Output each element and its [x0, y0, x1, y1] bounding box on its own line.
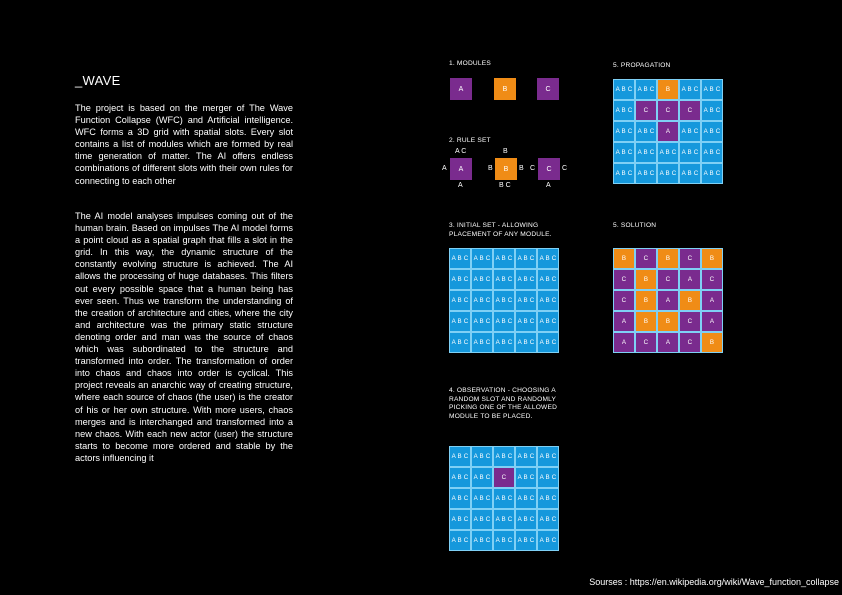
grid-cell: A B C — [471, 248, 493, 269]
grid-cell: A B C — [515, 269, 537, 290]
grid-cell: C — [493, 467, 515, 488]
rule-b-right: B — [519, 165, 524, 172]
grid-cell: A B C — [471, 488, 493, 509]
grid-cell: A B C — [635, 142, 657, 163]
grid-cell: A B C — [493, 488, 515, 509]
grid-cell: A B C — [515, 530, 537, 551]
grid-cell: A B C — [449, 530, 471, 551]
grid-cell: A B C — [657, 142, 679, 163]
grid-cell: A B C — [537, 509, 559, 530]
grid-cell: B — [635, 311, 657, 332]
grid-cell: A B C — [471, 269, 493, 290]
grid-cell: A B C — [701, 142, 723, 163]
module-a: A — [450, 78, 472, 100]
propagation-grid — [613, 79, 723, 184]
grid-cell: A B C — [471, 290, 493, 311]
grid-cell: C — [635, 248, 657, 269]
rule-b-top: B — [503, 148, 508, 155]
grid-cell: A B C — [613, 142, 635, 163]
grid-cell: C — [613, 290, 635, 311]
rule-c-module: C — [538, 158, 560, 180]
grid-cell: A B C — [471, 446, 493, 467]
grid-cell: A B C — [449, 446, 471, 467]
grid-cell: A B C — [613, 163, 635, 184]
grid-cell: A B C — [471, 530, 493, 551]
rule-a-left: A — [442, 165, 447, 172]
grid-cell: A B C — [515, 248, 537, 269]
grid-cell: C — [635, 332, 657, 353]
grid-cell: A B C — [449, 332, 471, 353]
grid-cell: A B C — [679, 163, 701, 184]
solution-label: 5. SOLUTION — [613, 222, 657, 229]
grid-cell: A B C — [449, 488, 471, 509]
grid-cell: A B C — [449, 311, 471, 332]
grid-cell: B — [657, 79, 679, 100]
grid-cell: A — [657, 290, 679, 311]
grid-cell: A B C — [537, 530, 559, 551]
initial-set-label: 3. INITIAL SET - ALLOWING PLACEMENT OF ANY MODULE. — [449, 222, 552, 238]
grid-cell: A B C — [493, 290, 515, 311]
grid-cell: A B C — [613, 121, 635, 142]
modules-label: 1. MODULES — [449, 60, 491, 67]
grid-cell: C — [635, 100, 657, 121]
grid-cell: A B C — [537, 311, 559, 332]
grid-cell: A B C — [493, 248, 515, 269]
grid-cell: A B C — [515, 488, 537, 509]
grid-cell: A B C — [449, 290, 471, 311]
grid-cell: A B C — [613, 79, 635, 100]
rule-b-bottom: B C — [499, 182, 511, 189]
grid-cell: A B C — [515, 467, 537, 488]
grid-cell: A — [701, 290, 723, 311]
grid-cell: A B C — [635, 121, 657, 142]
grid-cell: A B C — [679, 79, 701, 100]
grid-cell: B — [701, 248, 723, 269]
rule-c-left: C — [530, 165, 536, 172]
grid-cell: A B C — [471, 467, 493, 488]
grid-cell: A B C — [515, 332, 537, 353]
initial-grid — [449, 248, 559, 353]
grid-cell: A B C — [515, 446, 537, 467]
grid-cell: A — [701, 311, 723, 332]
grid-cell: B — [635, 269, 657, 290]
rule-b-module: B — [495, 158, 517, 180]
grid-cell: B — [613, 248, 635, 269]
rule-b-left: B — [488, 165, 493, 172]
rule-a-bottom: A — [458, 182, 463, 189]
grid-cell: A — [679, 269, 701, 290]
grid-cell: A B C — [493, 269, 515, 290]
grid-cell: B — [679, 290, 701, 311]
intro-paragraph: The project is based on the merger of The Wave Function Collapse (WFC) and Artificial intelligence. WFC forms a 3D grid with spatial slots. Every slot contains a list of modules which are formed by real time generation of matter. The AI offers endless combinations of different slots with their own rules for connecting to each other — [75, 103, 293, 186]
grid-cell: A B C — [493, 446, 515, 467]
grid-cell: A B C — [471, 509, 493, 530]
grid-cell: A B C — [537, 446, 559, 467]
grid-cell: C — [679, 100, 701, 121]
grid-cell: C — [679, 248, 701, 269]
module-c: C — [537, 78, 559, 100]
grid-cell: A B C — [635, 163, 657, 184]
ai-paragraph: The AI model analyses impulses coming out of the human brain. Based on impulses The AI model forms a point cloud as a spatial graph that fills a slot in the grid. In this way, the dynamic structure of the constantly evolving structure is achieved. The AI allows the processing of huge databases. This filters out every possible space that a human being has ever seen. Thus we transform the understanding of the creation of architecture and cities, where the city and architecture was the primary static structure denoting order and man was the source of chaos which was subordinated to the structure and transformed into order. The transformation of order into chaos and chaos into order is cyclical. This project reveals an anarchic way of creating structure, where each source of chaos (the user) is the creator of his or her own structure. With more users, chaos merges and is interchanged and transformed into a new chaos. With each new actor (user) the structure starts to become more ordered and stable by the actors influencing it — [75, 211, 293, 463]
grid-cell: A B C — [635, 79, 657, 100]
grid-cell: A B C — [515, 290, 537, 311]
grid-cell: A B C — [493, 311, 515, 332]
grid-cell: A B C — [537, 488, 559, 509]
page-title: _WAVE — [75, 73, 121, 88]
grid-cell: A B C — [537, 269, 559, 290]
grid-cell: A B C — [515, 509, 537, 530]
grid-cell: A B C — [515, 311, 537, 332]
grid-cell: C — [679, 311, 701, 332]
grid-cell: A B C — [701, 100, 723, 121]
grid-cell: A — [613, 311, 635, 332]
grid-cell: A B C — [537, 332, 559, 353]
grid-cell: B — [635, 290, 657, 311]
grid-cell: A B C — [613, 100, 635, 121]
grid-cell: A B C — [493, 509, 515, 530]
grid-cell: C — [679, 332, 701, 353]
grid-cell: A B C — [701, 79, 723, 100]
grid-cell: A B C — [471, 332, 493, 353]
module-b: B — [494, 78, 516, 100]
grid-cell: B — [701, 332, 723, 353]
propagation-label: 5. PROPAGATION — [613, 62, 671, 69]
grid-cell: A B C — [449, 467, 471, 488]
grid-cell: A B C — [449, 248, 471, 269]
grid-cell: A B C — [679, 121, 701, 142]
grid-cell: A — [657, 121, 679, 142]
grid-cell: B — [657, 248, 679, 269]
solution-grid — [613, 248, 723, 353]
grid-cell: A B C — [449, 509, 471, 530]
grid-cell: A B C — [537, 290, 559, 311]
grid-cell: A B C — [493, 332, 515, 353]
grid-cell: A B C — [537, 248, 559, 269]
observation-label: 4. OBSERVATION - CHOOSING A RANDOM SLOT AND RANDOMLY PICKING ONE OF THE ALLOWED MODULE TO BE PLACED. — [449, 387, 558, 420]
grid-cell: A B C — [493, 530, 515, 551]
grid-cell: A B C — [449, 269, 471, 290]
grid-cell: A B C — [701, 121, 723, 142]
grid-cell: A B C — [471, 311, 493, 332]
grid-cell: A B C — [657, 163, 679, 184]
grid-cell: A B C — [537, 467, 559, 488]
sources-text: Sourses : https://en.wikipedia.org/wiki/Wave_function_collapse — [589, 577, 839, 587]
rule-c-bottom: A — [546, 182, 551, 189]
grid-cell: A B C — [701, 163, 723, 184]
grid-cell: C — [657, 100, 679, 121]
rule-c-right: C — [562, 165, 568, 172]
grid-cell: A B C — [679, 142, 701, 163]
grid-cell: C — [657, 269, 679, 290]
grid-cell: A — [657, 332, 679, 353]
rule-a-top: A C — [455, 148, 467, 155]
grid-cell: B — [657, 311, 679, 332]
grid-cell: C — [701, 269, 723, 290]
grid-cell: A — [613, 332, 635, 353]
grid-cell: C — [613, 269, 635, 290]
observation-grid — [449, 446, 559, 551]
rule-set-label: 2. RULE SET — [449, 137, 491, 144]
rule-a-module: A — [450, 158, 472, 180]
